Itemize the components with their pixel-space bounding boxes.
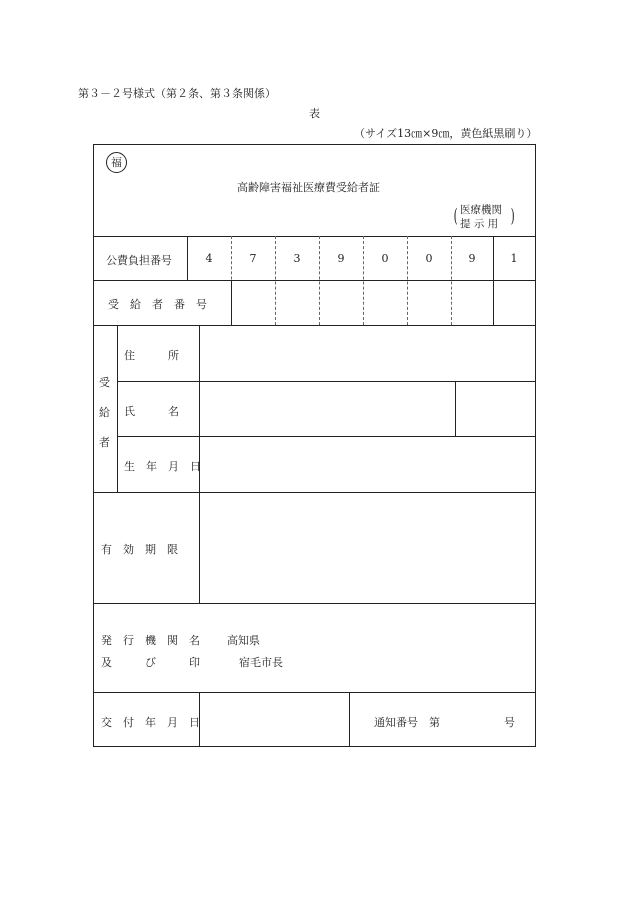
paren-right: ) [510,205,515,227]
issue-date-label: 交 付 年 月 日 [101,716,200,729]
payer-digit: 3 [293,252,301,265]
certificate-card [93,144,536,747]
notice-number-label: 通知番号 第 [374,716,440,729]
address-label: 住 所 [124,349,179,362]
recipient-group-divider [117,325,118,492]
birthdate-field [200,436,535,492]
validity-field [200,492,535,603]
payer-number-label: 公費負担番号 [106,254,172,267]
usage-line2: 提 示 用 [460,218,499,230]
usage-note [454,201,524,231]
name-field [200,381,455,436]
issuer-prefecture: 高知県 [227,634,260,647]
payer-digit: 7 [249,252,257,265]
issue-date-field [200,692,349,747]
recipient-number-field [231,280,535,325]
form-number: 第３－２号様式（第２条、第３条関係） [78,87,276,100]
recipient-group-char: 給 [99,406,110,419]
payer-digit: 9 [337,252,345,265]
address-field [200,325,535,381]
usage-line1: 医療機関 [460,204,502,216]
paren-left: ( [453,205,458,227]
payer-digit: 4 [205,252,213,265]
payer-digit: 9 [468,252,476,265]
recipient-group-char: 受 [99,376,110,389]
welfare-stamp: 福 [106,152,127,173]
recipient-number-label: 受 給 者 番 号 [108,298,207,311]
notice-number-suffix: 号 [504,716,515,729]
birthdate-label: 生 年 月 日 [124,460,201,473]
issuer-label-line1: 発 行 機 関 名 [101,634,200,647]
recipient-group-char: 者 [99,436,110,449]
rule-title-bottom [94,236,535,237]
name-label: 氏 名 [124,405,179,418]
size-note: （サイズ13㎝×9㎝，黄色紙黒刷り） [354,127,538,140]
payer-digit: 0 [425,252,433,265]
validity-label: 有 効 期 限 [101,543,178,556]
payer-digit: 0 [381,252,389,265]
name-extra-divider [455,381,456,436]
payer-digit: 1 [510,252,518,265]
issuer-mayor: 宿毛市長 [239,656,283,669]
rule-validity-bottom [94,603,535,604]
card-title: 高齢障害福祉医療費受給者証 [237,181,380,194]
side-label: 表 [309,107,320,120]
issuer-label-line2: 及 び 印 [101,656,200,669]
notice-divider [349,692,350,747]
